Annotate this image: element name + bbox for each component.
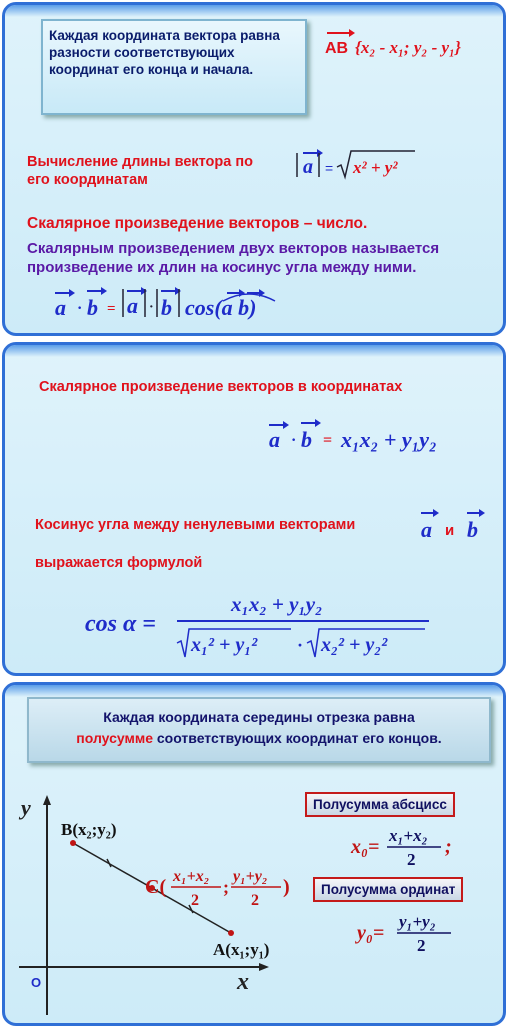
svg-text:C(: C(: [145, 876, 167, 898]
slide-scalar-coordinates: [2, 342, 506, 676]
svg-text:a: a: [55, 295, 66, 320]
scalar-definition: Скалярным произведением двух векторов называется произведение их длин на косинус угла между ними.: [27, 240, 440, 276]
svg-text:2: 2: [251, 892, 259, 909]
svg-text:·: ·: [149, 300, 154, 315]
svg-text:a: a: [269, 427, 280, 452]
midpoint-keyword: полусумме: [76, 730, 153, 746]
svg-text:b: b: [301, 427, 312, 452]
svg-text:;: ;: [223, 877, 229, 897]
svg-text:2: 2: [191, 892, 199, 909]
svg-text:и: и: [445, 522, 455, 539]
svg-text:x₁+x₂: x₁+x₂: [389, 826, 428, 845]
ab-coords: {x₂ - x₁; y₂ - y₁}: [355, 38, 461, 57]
midpoint-rule-box: [27, 697, 491, 763]
y0-formula: [353, 907, 463, 957]
tag-ordinate: Полусумма ординат: [313, 877, 463, 902]
svg-text:y₀=: y₀=: [357, 922, 385, 944]
slide-midpoint: [2, 682, 506, 1026]
point-c-label: [141, 863, 301, 913]
origin-label: O: [31, 975, 42, 990]
svg-text:·: ·: [297, 635, 304, 655]
svg-text:2: 2: [417, 936, 426, 955]
svg-text:cos(a b): cos(a b): [185, 295, 257, 320]
svg-text:x₁x₂ + y₁y₂: x₁x₂ + y₁y₂: [341, 427, 437, 452]
coordinate-rule-text: Каждая координата вектора равна разности соответствующих координат его конца и начала.: [49, 28, 280, 77]
svg-text:·: ·: [77, 300, 83, 317]
svg-text:y₁+y₂: y₁+y₂: [233, 868, 268, 885]
axis-y-label: y: [21, 795, 31, 820]
coords-formula: [263, 415, 483, 461]
scalar-number-text: Скалярное произведение векторов – число.: [27, 215, 368, 232]
svg-text:): ): [283, 876, 290, 898]
ab-label: AB: [325, 40, 349, 57]
midpoint-line2: соответствующих координат его концов.: [153, 730, 442, 746]
svg-text:x₁+x₂: x₁+x₂: [173, 868, 210, 885]
length-formula: [291, 145, 431, 185]
svg-text:cos α =: cos α =: [85, 611, 156, 637]
point-b-marker: [70, 840, 76, 846]
svg-text:a: a: [127, 293, 138, 318]
svg-text:a: a: [303, 156, 313, 178]
svg-text:2: 2: [407, 850, 416, 869]
svg-text:y₁+y₂: y₁+y₂: [399, 912, 436, 931]
point-b-label: B(x₂;y₂): [61, 820, 117, 839]
cos-formula: [81, 585, 441, 665]
svg-text:a: a: [421, 517, 432, 542]
length-title: Вычисление длины вектора по его координатам: [27, 154, 253, 188]
svg-text:;: ;: [445, 836, 452, 858]
svg-text:b: b: [467, 517, 478, 542]
svg-text:=: =: [107, 301, 116, 317]
x0-formula: [345, 821, 475, 871]
cos-title-line2: выражается формулой: [35, 555, 203, 571]
svg-text:x₁² + y₁²: x₁² + y₁²: [191, 634, 258, 656]
svg-text:x₀=: x₀=: [351, 836, 380, 858]
point-a-marker: [228, 930, 234, 936]
cos-title-line1: Косинус угла между ненулевыми векторами: [35, 517, 356, 533]
coords-title: Скалярное произведение векторов в координатах: [39, 379, 403, 395]
svg-text:x₁x₂ + y₁y₂: x₁x₂ + y₁y₂: [231, 592, 323, 616]
point-a-label: A(x₁;y₁): [213, 940, 270, 959]
svg-text:=: =: [325, 160, 334, 176]
svg-text:b: b: [87, 295, 98, 320]
cos-vectors: [415, 505, 495, 545]
svg-text:·: ·: [291, 432, 297, 449]
svg-text:=: =: [323, 432, 333, 449]
axis-x-label: x: [237, 969, 249, 995]
svg-text:x₂² + y₂²: x₂² + y₂²: [321, 634, 388, 656]
coordinate-rule-box: [41, 19, 307, 115]
tag-abscissa: Полусумма абсцисс: [305, 792, 455, 817]
svg-text:b: b: [161, 295, 172, 320]
scalar-formula: [49, 283, 299, 329]
svg-text:x² + y²: x² + y²: [353, 158, 398, 177]
midpoint-line1: Каждая координата середины отрезка равна: [103, 709, 415, 725]
ab-formula: [321, 23, 501, 63]
slide-vector-coordinates: [2, 2, 506, 336]
